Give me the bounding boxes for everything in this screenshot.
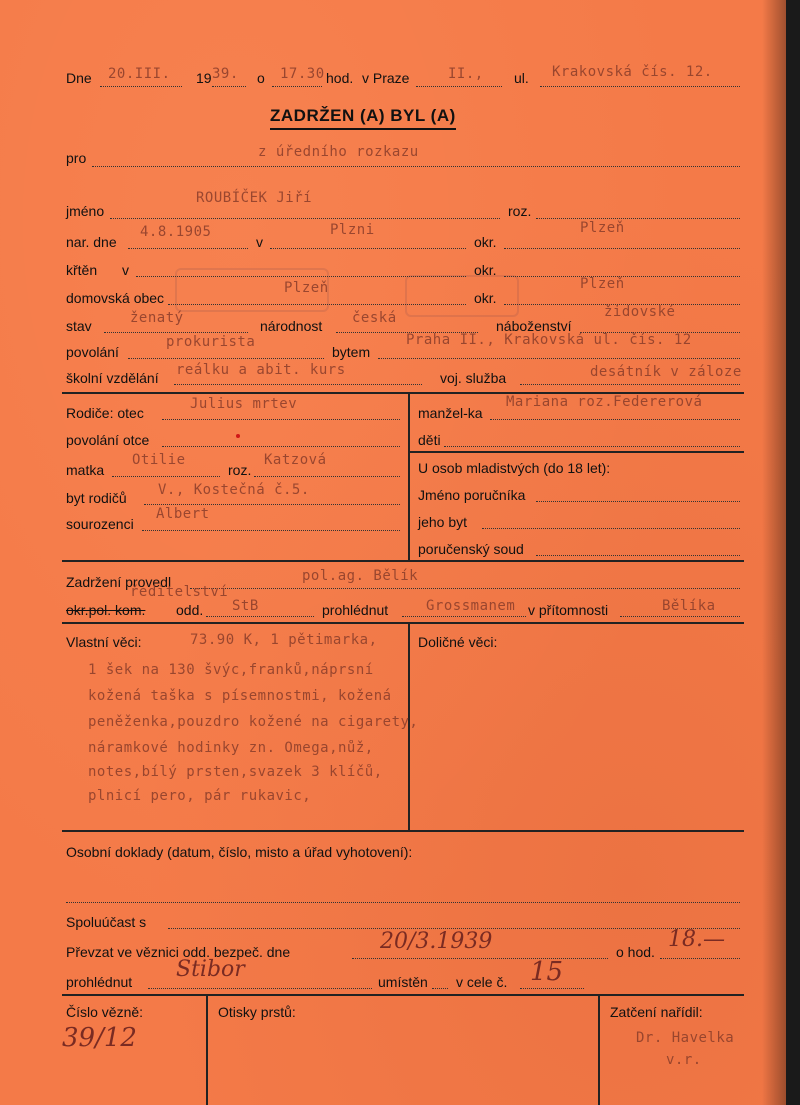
spoluucast-label: Spoluúčast s — [66, 914, 147, 930]
v-praze-label: v Praze — [362, 70, 410, 86]
belongings-line-0: 73.90 K, 1 pětimarka, — [190, 632, 378, 648]
belongings-top-rule — [62, 622, 744, 624]
porucnik-line — [536, 501, 740, 502]
bottom-divider-2 — [598, 994, 600, 1105]
street-line — [540, 86, 740, 87]
voj-label: voj. služba — [440, 370, 507, 386]
matka-roz-label: roz. — [228, 462, 252, 478]
byt-rodicu-line — [144, 504, 400, 505]
jmeno-label: jméno — [66, 203, 105, 219]
soud-label: poručenský soud — [418, 541, 524, 557]
zatceni-value-2: v.r. — [666, 1052, 702, 1068]
byt-rodicu-value: V., Kostečná č.5. — [158, 482, 310, 498]
family-bottom-rule — [62, 560, 744, 562]
voj-line — [520, 384, 740, 385]
roz-label: roz. — [508, 203, 532, 219]
sourozenci-line — [142, 530, 400, 531]
otec-line — [162, 419, 400, 420]
nar-okr-label: okr. — [474, 234, 497, 250]
provedl-label: Zadržení provedl — [66, 574, 172, 590]
cislo-label: Číslo vězně: — [66, 1004, 144, 1020]
prohlednut2-label: prohlédnut — [66, 974, 133, 990]
date-line — [100, 86, 182, 87]
narodnost-value: česká — [352, 310, 397, 326]
vlastni-label: Vlastní věci: — [66, 634, 142, 650]
umisten-label: umístěn — [378, 974, 428, 990]
belongings-line-4: náramkové hodinky zn. Omega,nůž, — [88, 740, 374, 756]
doklady-label: Osobní doklady (datum, číslo, misto a úřad vyhotovení): — [66, 844, 413, 860]
faint-stamp — [405, 275, 519, 317]
matka-value: Otilie — [132, 452, 186, 468]
rodice-label: Rodiče: otec — [66, 405, 144, 421]
nar-line — [128, 248, 248, 249]
nabozenstvi-value: židovské — [604, 304, 676, 320]
time-line — [272, 86, 322, 87]
soud-line — [536, 555, 740, 556]
belongings-line-1: 1 šek na 130 švýc,franků,náprsní — [88, 662, 374, 678]
prevzat-line — [352, 958, 608, 959]
year-prefix: 19 — [196, 70, 212, 86]
odd-line — [206, 616, 314, 617]
vzdelani-label: školní vzdělání — [66, 370, 159, 386]
otisky-label: Otisky prstů: — [218, 1004, 296, 1020]
roz-line — [536, 218, 740, 219]
stav-label: stav — [66, 318, 92, 334]
cela-label: v cele č. — [456, 974, 508, 990]
stav-value: ženatý — [130, 310, 184, 326]
umisten-line — [432, 988, 448, 989]
byt-rodicu-label: byt rodičů — [66, 490, 127, 506]
sourozenci-label: sourozenci — [66, 516, 134, 532]
povolani-label: povolání — [66, 344, 119, 360]
krten-line — [136, 276, 466, 277]
prohlednut2-value: Stibor — [176, 957, 245, 982]
manzel-label: manžel-ka — [418, 405, 483, 421]
domovska-value: Plzeň — [284, 280, 329, 296]
narodnost-label: národnost — [260, 318, 323, 334]
odd-label: odd. — [176, 602, 204, 618]
o-hod-value: 18.— — [668, 927, 725, 952]
provedl-value: pol.ag. Bělík — [302, 568, 419, 584]
cela-value: 15 — [530, 957, 564, 987]
deti-line — [444, 446, 740, 447]
nar-place-value: Plzni — [330, 222, 375, 238]
mladistvi-label: U osob mladistvých (do 18 let): — [418, 460, 611, 476]
hod-label: hod. — [326, 70, 354, 86]
belongings-line-6: plnicí pero, pár rukavic, — [88, 788, 312, 804]
matka-line — [112, 476, 220, 477]
date-value: 20.III. — [108, 66, 171, 82]
bytem-value: Praha II., Krakovská ul. čís. 12 — [406, 332, 692, 348]
povolani-otce-label: povolání otce — [66, 432, 150, 448]
sourozenci-value: Albert — [156, 506, 210, 522]
povolani-value: prokurista — [166, 334, 256, 350]
belongings-line-2: kožená taška s písemnostmi, kožená — [88, 688, 392, 704]
district-line — [416, 86, 502, 87]
povolani-otce-line — [162, 446, 400, 447]
bytem-line — [378, 358, 740, 359]
okr-pol-label: okr.pol. kom. — [66, 602, 146, 618]
matka-label: matka — [66, 462, 105, 478]
pritomnosti-line — [620, 616, 740, 617]
prohlednut-value: Grossmanem — [426, 598, 516, 614]
nar-label: nar. dne — [66, 234, 117, 250]
street-value: Krakovská čís. 12. — [552, 64, 713, 80]
nar-place-line — [270, 248, 466, 249]
voj-value: desátník v záloze — [590, 364, 742, 380]
deti-label: děti — [418, 432, 441, 448]
matka-roz-line — [254, 476, 400, 477]
otec-value: Julius mrtev — [190, 396, 298, 412]
vzdelani-line — [174, 384, 422, 385]
belongings-line-3: peněženka,pouzdro kožené na cigarety, — [88, 714, 419, 730]
nar-okr-line — [504, 248, 740, 249]
krten-v-label: v — [122, 262, 129, 278]
bottom-divider-1 — [206, 994, 208, 1105]
youth-top-rule — [408, 451, 744, 453]
o-hod-line — [660, 958, 740, 959]
bytem-label: bytem — [332, 344, 371, 360]
o-hod-label: o hod. — [616, 944, 655, 960]
doklady-line — [66, 902, 740, 903]
time-value: 17.30 — [280, 66, 325, 82]
dne-label: Dne — [66, 70, 92, 86]
jeho-byt-line — [482, 528, 740, 529]
nar-v-label: v — [256, 234, 263, 250]
prevzat-date: 20/3.1939 — [380, 929, 493, 954]
prohlednut-line — [402, 616, 526, 617]
reditelstvi-value: ředitelství — [130, 584, 229, 600]
district-value: II., — [448, 66, 484, 82]
form-title: ZADRŽEN (A) BYL (A) — [270, 106, 456, 130]
povolani-line — [128, 358, 324, 359]
domovska-okr-value: Plzeň — [580, 276, 625, 292]
red-mark — [236, 434, 240, 438]
manzel-value: Mariana roz.Federerová — [506, 394, 703, 410]
pritomnosti-value: Bělíka — [662, 598, 716, 614]
odd-value: StB — [232, 598, 259, 614]
year-suffix: 39. — [212, 66, 239, 82]
domovska-label: domovská obec — [66, 290, 165, 306]
provedl-line — [190, 588, 740, 589]
stav-line — [104, 332, 248, 333]
pro-label: pro — [66, 150, 87, 166]
year-line — [212, 86, 246, 87]
vzdelani-value: reálku a abit. kurs — [176, 362, 346, 378]
domovska-line — [168, 304, 466, 305]
pro-line — [92, 166, 740, 167]
bottom-top-rule — [62, 994, 744, 996]
prohlednut2-line — [148, 988, 372, 989]
pritomnosti-label: v přítomnosti — [528, 602, 609, 618]
krten-okr-label: okr. — [474, 262, 497, 278]
dolicne-label: Doličné věci: — [418, 634, 498, 650]
zatceni-value: Dr. Havelka — [636, 1030, 735, 1046]
manzel-line — [490, 419, 740, 420]
domovska-okr-label: okr. — [474, 290, 497, 306]
cislo-value: 39/12 — [62, 1023, 137, 1053]
matka-roz-value: Katzová — [264, 452, 327, 468]
ul-label: ul. — [514, 70, 529, 86]
nar-okr-value: Plzeň — [580, 220, 625, 236]
prevzat-label: Převzat ve věznici odd. bezpeč. dne — [66, 944, 291, 960]
prohlednut-label: prohlédnut — [322, 602, 389, 618]
belongings-line-5: notes,bílý prsten,svazek 3 klíčů, — [88, 764, 383, 780]
cela-line — [520, 988, 584, 989]
krten-label: křtěn — [66, 262, 98, 278]
belongings-bottom-rule — [62, 830, 744, 832]
nar-value: 4.8.1905 — [140, 224, 212, 240]
jmeno-value: ROUBÍČEK Jiří — [196, 190, 313, 206]
jmeno-line — [110, 218, 500, 219]
porucnik-label: Jméno poručníka — [418, 487, 526, 503]
o-label: o — [257, 70, 265, 86]
family-divider — [408, 392, 410, 560]
nabozenstvi-label: náboženství — [496, 318, 572, 334]
zatceni-label: Zatčení nařídil: — [610, 1004, 703, 1020]
jeho-byt-label: jeho byt — [418, 514, 468, 530]
pro-value: z úředního rozkazu — [258, 144, 419, 160]
